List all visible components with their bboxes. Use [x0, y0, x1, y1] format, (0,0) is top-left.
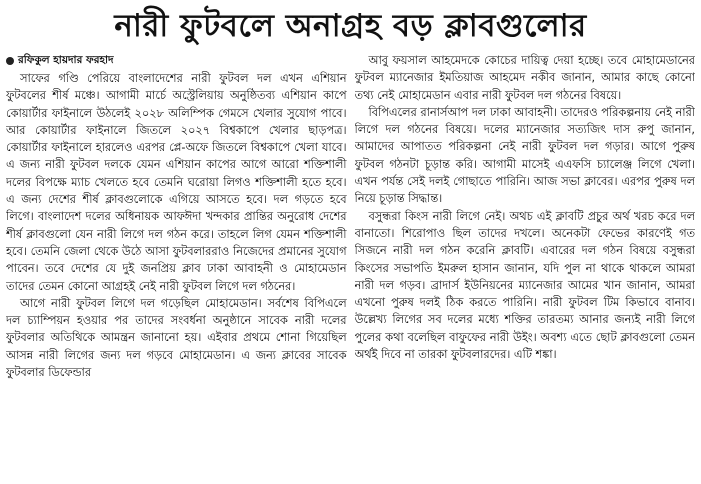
paragraph: আবু ফয়সাল আহমেদকে কোচের দায়িত্ব দেয়া হচ্ছে। তবে মোহামেডানের ফুটবল ম্যানেজার ইমতিয়াজ আহমেদ নকীব জানান, আমার কাছে কোনো তথ্য নেই মোহামেডান এবার নারী ফুটবল দল গঠনের বিষয়ে।: [354, 54, 695, 102]
author-name: রফিকুল হায়দার ফরহাদ: [18, 53, 114, 66]
paragraph: সাফের গণ্ডি পেরিয়ে বাংলাদেশের নারী ফুটবল দল এখন এশিয়ান ফুটবলের শীর্ষ মঞ্চে। আগামী মার্চে অস্ট্রেলিয়ায় অনুষ্ঠিতব্য এশিয়ান কাপে কোয়ার্টার ফাইনালে উঠলেই ২০২৮ অলিম্পিক গেমসে খেলার সুযোগ পাবে। আর কোয়ার্টার ফাইনালে জিতলে ২০২৭ বিশ্বকাপে খেলার ছাড়পত্র। কোয়ার্টার ফাইনালে হারলেও এরপর প্লে-অফে জিতলে বিশ্বকাপে খেলা যাবে। এ জন্য নারী ফুটবল দলকে যেমন এশিয়ান কাপের আগে আরো শক্তিশালী দলের বিপক্ষে ম্যাচ খেলতে হবে তেমনি ঘরোয়া লিগও শক্তিশালী হতে হবে। এ জন্য দেশের শীর্ষ ক্লাবগুলোকে এগিয়ে আসতে হবে। দল গড়তে হবে লিগে। বাংলাদেশ দলের অধিনায়ক আফঈদা খন্দকার প্রান্তির অনুরোধ দেশের শীর্ষ ক্লাবগুলো যেন নারী লিগে দল গঠন করে। তাহলে লিগ যেমন শক্তিশালী হবে। তেমনি জেলা থেকে উঠে আসা ফুটবলাররাও নিজেদের প্রমানের সুযোগ পাবেন। তবে দেশের যে দুই জনপ্রিয় ক্লাব ঢাকা আবাহনী ও মোহামেডান তাদের তেমন কোনো আগ্রহই নেই নারী ফুটবল লিগে দল গঠনের।: [6, 72, 347, 293]
right-column: [355, 52, 696, 478]
article-body: [6, 52, 695, 478]
byline: [6, 52, 347, 70]
headline: নারী ফুটবলে অনাগ্রহ বড় ক্লাবগুলোর: [114, 8, 587, 44]
bullet-icon: [6, 57, 14, 65]
paragraph: আগে নারী ফুটবল লিগে দল গড়েছিল মোহামেডান। সর্বশেষ বিপিএলে দল চ্যাম্পিয়ন হওয়ার পর তাদের সংবর্ধনা অনুষ্ঠানে সাবেক নারী দলের ফুটবলার অতিথিকে আমন্ত্রন জানানো হয়। এইবার প্রথমে শোনা গিয়েছিল আসন্ন নারী লিগের জন্য দল গড়বে মোহামেডান। এ জন্য ক্লাবের সাবেক ফুটবলার ডিফেন্ডার: [6, 296, 347, 380]
paragraph: বসুন্ধরা কিংস নারী লিগে নেই। অথচ এই ক্লাবটি প্রচুর অর্থ খরচ করে দল বানাতো। শিরোপাও ছিল তাদের দখলে। অনেকটা ফেভের কারণেই গত সিজনে নারী দল গঠন করেনি ক্লাবটি। এবারের দল গঠন বিষয়ে বসুন্ধরা কিংসের সভাপতি ইমরুল হাসান জানান, যদি পুল না থাকে থাকলে আমরা নারী দল গড়ব। ব্রাদার্স ইউনিয়নের ম্যানেজার আমের খান জানান, আমরা এখনো পুরুষ দলই ঠিক করতে পারিনি। নারী ফুটবল টিম কিভাবে বানাব। উল্লেখ্য লিগের সব দলের মধ্যে শক্তির তারতম্য আনার জন্যই নারী লিগে পুলের কথা বলেছিল বাফুফের নারী উইং। অবশ্য এতে ছোট ক্লাবগুলো তেমন অর্থই দিবে না তারকা ফুটবলারদের। এটি শঙ্কা।: [354, 209, 695, 362]
paragraph: বিপিএলের রানার্সআপ দল ঢাকা আবাহনী। তাদেরও পরিকল্পনায় নেই নারী লিগে দল গঠনের বিষয়ে। দলের ম্যানেজার সত্যজিৎ দাস রুপু জানান, আমাদের আপাতত পরিকল্পনা নেই নারী ফুটবল দল গড়ার। আগে পুরুষ ফুটবল গঠনটা চূড়ান্ত করি। আগামী মাসেই এএফসি চ্যালেঞ্জ লিগে খেলা। এখন পর্যন্ত সেই দলই গোছাতে পারিনি। আজ সভা ক্লাবের। এরপর পুরুষ দল নিয়ে চূড়ান্ত সিদ্ধান্ত।: [354, 105, 695, 206]
left-column: [6, 52, 347, 478]
